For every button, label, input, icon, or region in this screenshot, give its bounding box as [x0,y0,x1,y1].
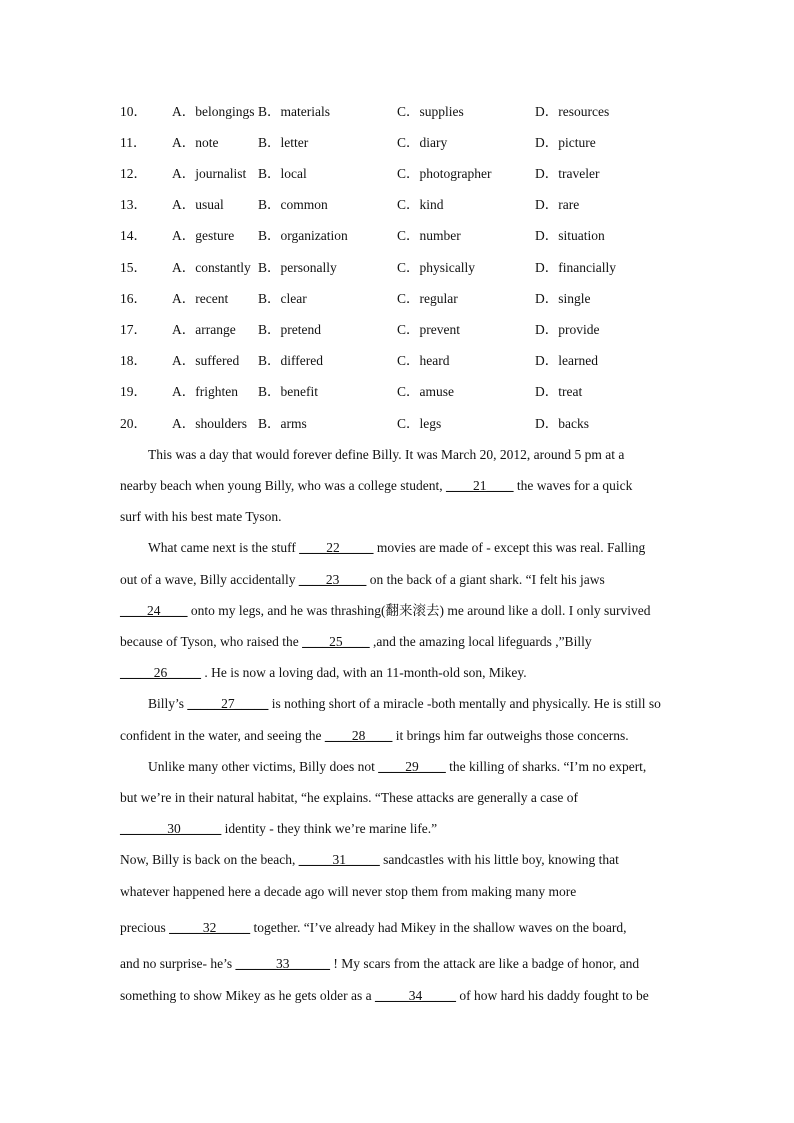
passage-line [120,570,680,590]
passage-line [120,819,680,839]
option-b: B．clear [258,291,307,306]
option-d: D．backs [535,416,589,431]
option-b: B．pretend [258,322,321,337]
passage-text: is nothing short of a miracle -both mentally and physically. He is still so [268,696,661,711]
option-c: C．legs [397,416,442,431]
question-number: 18． [120,353,147,368]
passage-text: out of a wave, Billy accidentally [120,572,299,587]
passage-text: precious [120,920,170,935]
option-c: C．photographer [397,166,492,181]
question-number: 20． [120,416,147,431]
option-b: B．local [258,166,307,181]
option-d: D．provide [535,322,600,337]
option-b: B．differed [258,353,323,368]
passage-text: movies are made of - except this was real. Falling [373,540,646,555]
option-c: C．number [397,228,461,243]
passage-text: nearby beach when young Billy, who was a college student, [120,478,447,493]
passage-text: the killing of sharks. “I’m no expert, [445,759,647,774]
question-number: 14． [120,228,147,243]
passage-text: sandcastles with his little boy, knowing that [379,852,619,867]
question-number: 16． [120,291,147,306]
blank-33: ______33______ [235,956,330,971]
passage-line [148,538,708,558]
option-b: B．common [258,197,328,212]
option-a: A．journalist [172,166,247,181]
passage-line [148,694,708,714]
blank-25: ____25____ [302,634,370,649]
option-b: B．benefit [258,384,318,399]
option-c: C．physically [397,260,475,275]
option-a: A．constantly [172,260,251,275]
option-d: D．treat [535,384,583,399]
blank-24: ____24____ [120,603,188,618]
blank-29: ____29____ [378,759,446,774]
blank-32: _____32_____ [169,920,251,935]
option-d: D．financially [535,260,616,275]
passage-text: of how hard his daddy fought to be [455,988,649,1003]
passage-line [148,757,708,777]
blank-23: ____23____ [298,572,367,587]
passage-text: Unlike many other victims, Billy does not [148,759,379,774]
option-d: D．situation [535,228,605,243]
question-number: 13． [120,197,147,212]
option-c: C．kind [397,197,444,212]
option-b: B．organization [258,228,348,243]
question-number: 12． [120,166,147,181]
passage-text: Now, Billy is back on the beach, [120,852,299,867]
passage-text: confident in the water, and seeing the [120,728,325,743]
passage-line: whatever happened here a decade ago will never stop them from making many more [120,884,577,899]
passage-line: This was a day that would forever define Billy. It was March 20, 2012, around 5 pm at a [148,447,625,462]
blank-22: ____22_____ [299,540,374,555]
option-c: C．prevent [397,322,460,337]
option-d: D．traveler [535,166,600,181]
blank-21: ____21____ [446,478,514,493]
option-a: A．belongings [172,104,255,119]
option-c: C．heard [397,353,450,368]
blank-31: _____31_____ [298,852,380,867]
passage-line [120,663,680,683]
option-b: B．personally [258,260,337,275]
passage-text: . He is now a loving dad, with an 11-month-old son, Mikey. [201,665,527,680]
passage-line [120,850,680,870]
blank-26: _____26_____ [120,665,201,680]
option-d: D．picture [535,135,596,150]
question-number: 10． [120,104,147,119]
option-c: C．regular [397,291,458,306]
option-d: D．single [535,291,591,306]
option-c: C．supplies [397,104,464,119]
passage-line [120,954,680,974]
passage-line [120,476,680,496]
blank-28: ____28____ [324,728,393,743]
passage-text: ,and the amazing local lifeguards ,”Billy [369,634,592,649]
blank-30: _______30______ [120,821,222,836]
passage-text: together. “I’ve already had Mikey in the shallow waves on the board, [250,920,627,935]
option-d: D．resources [535,104,610,119]
option-a: A．suffered [172,353,240,368]
question-number: 17． [120,322,147,337]
passage-line [120,918,680,938]
question-number: 15． [120,260,147,275]
passage-line [120,632,680,652]
option-b: B．letter [258,135,309,150]
option-a: A．usual [172,197,224,212]
question-number: 11． [120,135,147,150]
option-c: C．diary [397,135,448,150]
option-c: C．amuse [397,384,454,399]
option-a: A．gesture [172,228,235,243]
passage-text: on the back of a giant shark. “I felt his jaws [366,572,605,587]
passage-text: it brings him far outweighs those concerns. [392,728,629,743]
option-b: B．materials [258,104,330,119]
passage-line: but we’re in their natural habitat, “he explains. “These attacks are generally a case of [120,790,579,805]
option-a: A．recent [172,291,229,306]
passage-line [120,601,680,621]
option-d: D．learned [535,353,598,368]
option-a: A．note [172,135,219,150]
passage-text: What came next is the stuff [148,540,300,555]
option-b: B．arms [258,416,307,431]
question-number: 19． [120,384,147,399]
passage-text: Billy’s [148,696,188,711]
passage-line [120,726,680,746]
option-a: A．frighten [172,384,238,399]
passage-text: because of Tyson, who raised the [120,634,303,649]
blank-27: _____27_____ [187,696,269,711]
passage-text: onto my legs, and he was thrashing(翻来滚去) me around like a doll. I only survived [187,603,651,618]
passage-text: and no surprise- he’s [120,956,236,971]
passage-text: ! My scars from the attack are like a badge of honor, and [329,956,640,971]
passage-text: the waves for a quick [513,478,633,493]
blank-34: _____34_____ [374,988,456,1003]
passage-text: something to show Mikey as he gets older as a [120,988,375,1003]
option-a: A．arrange [172,322,236,337]
option-a: A．shoulders [172,416,247,431]
passage-text: identity - they think we’re marine life.” [221,821,438,836]
passage-line [120,986,680,1006]
passage-line: surf with his best mate Tyson. [120,509,282,524]
option-d: D．rare [535,197,580,212]
